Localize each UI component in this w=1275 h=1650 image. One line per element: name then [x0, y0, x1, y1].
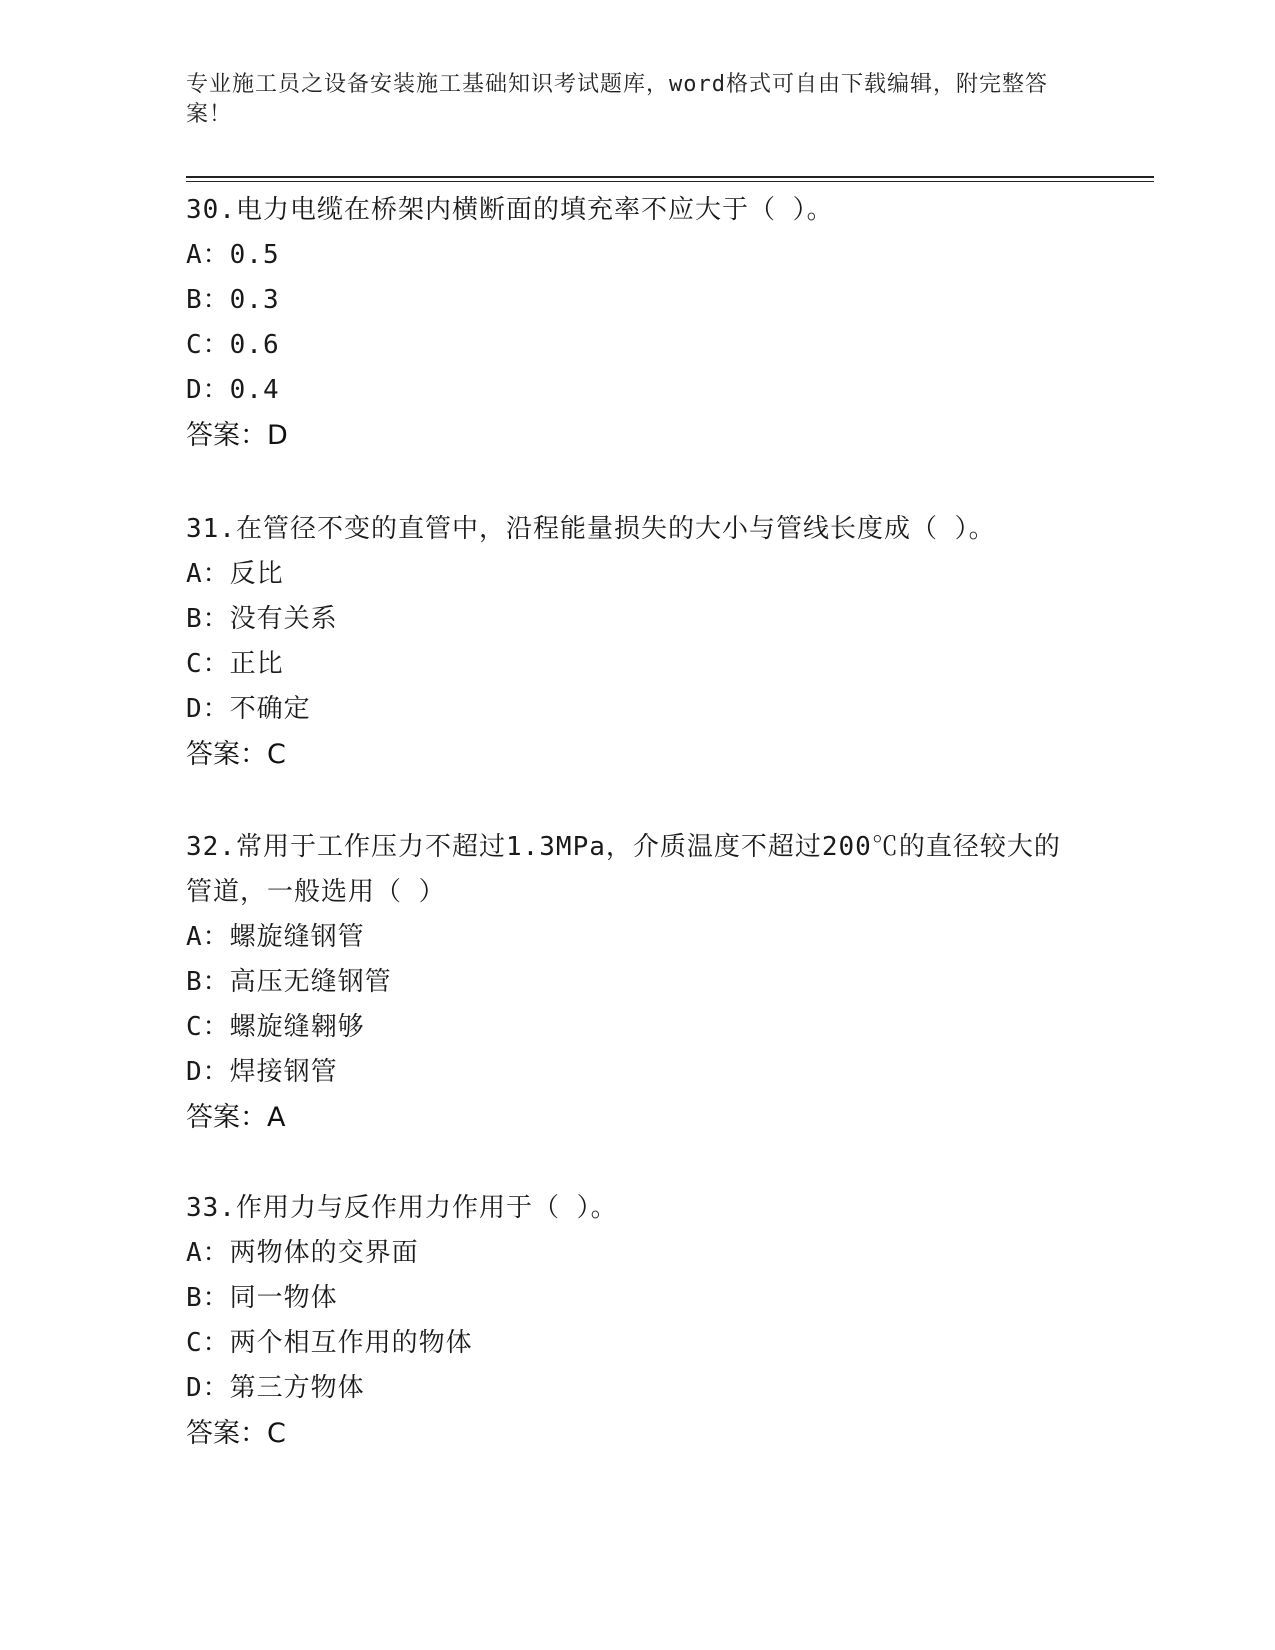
option-c: C：螺旋缝翱够 — [186, 1012, 365, 1042]
question-stem: 30.电力电缆在桥架内横断面的填充率不应大于（ ）。 — [186, 195, 834, 225]
answer-line: 答案：A — [186, 1102, 286, 1133]
question-30 — [186, 188, 1086, 458]
option-d: D：焊接钢管 — [186, 1057, 338, 1087]
answer-line: 答案：D — [186, 420, 288, 451]
option-a: A：反比 — [186, 559, 284, 589]
option-d: D：不确定 — [186, 694, 311, 724]
option-b: B：同一物体 — [186, 1283, 338, 1313]
question-stem: 32.常用于工作压力不超过1.3MPa，介质温度不超过200℃的直径较大的管道，一般选用（ ） — [186, 832, 1061, 907]
option-a: A：螺旋缝钢管 — [186, 922, 365, 952]
option-d: D：0.4 — [186, 375, 280, 405]
option-c: C：两个相互作用的物体 — [186, 1328, 473, 1358]
answer-line: 答案：C — [186, 1418, 286, 1449]
question-32 — [186, 825, 1086, 1140]
answer-line: 答案：C — [186, 739, 286, 770]
option-b: B：高压无缝钢管 — [186, 967, 392, 997]
question-33 — [186, 1186, 1086, 1456]
option-a: A：两物体的交界面 — [186, 1238, 419, 1268]
option-c: C：正比 — [186, 649, 284, 679]
question-31 — [186, 507, 1086, 777]
option-c: C：0.6 — [186, 330, 280, 360]
option-b: B：0.3 — [186, 285, 280, 315]
document-header-title: 专业施工员之设备安装施工基础知识考试题库，word格式可自由下载编辑，附完整答案！ — [186, 72, 1048, 127]
option-a: A：0.5 — [186, 240, 280, 270]
option-b: B：没有关系 — [186, 604, 338, 634]
option-d: D：第三方物体 — [186, 1373, 365, 1403]
header-divider-thick — [186, 176, 1154, 178]
question-stem: 33.作用力与反作用力作用于（ ）。 — [186, 1193, 618, 1223]
header-divider-thin — [186, 181, 1154, 182]
question-stem: 31.在管径不变的直管中，沿程能量损失的大小与管线长度成（ ）。 — [186, 514, 996, 544]
